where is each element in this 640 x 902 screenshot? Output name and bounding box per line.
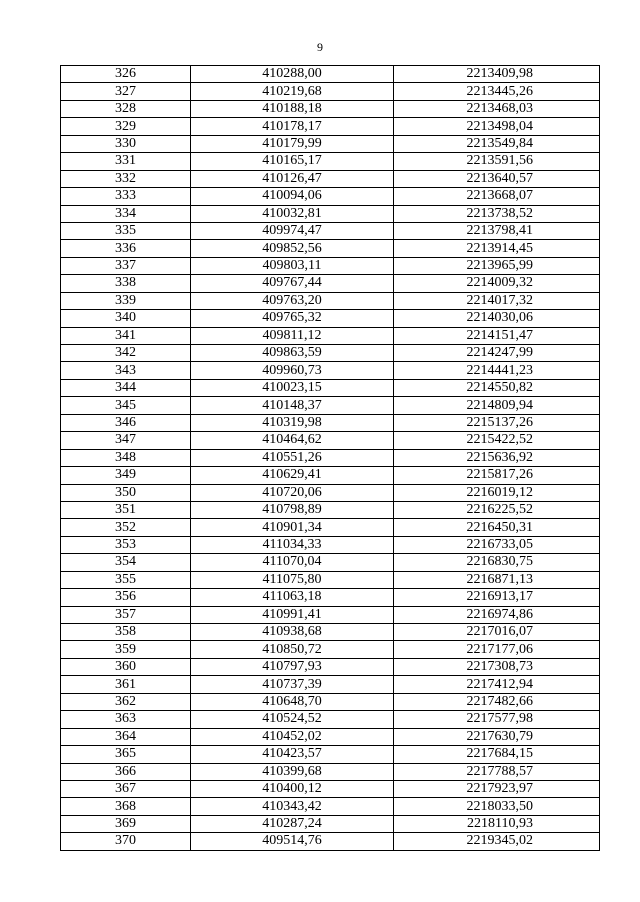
- x-coordinate-cell: 410551,26: [191, 449, 394, 466]
- y-coordinate-cell: 2217016,07: [394, 624, 600, 641]
- table-row: [61, 100, 600, 117]
- table-row: [61, 83, 600, 100]
- table-row: [61, 693, 600, 710]
- y-coordinate-cell: 2217923,97: [394, 780, 600, 797]
- table-row: [61, 379, 600, 396]
- point-number-cell: 358: [61, 624, 191, 641]
- x-coordinate-cell: 410023,15: [191, 379, 394, 396]
- x-coordinate-cell: 410423,57: [191, 746, 394, 763]
- y-coordinate-cell: 2217684,15: [394, 746, 600, 763]
- point-number-cell: 343: [61, 362, 191, 379]
- table-row: [61, 135, 600, 152]
- x-coordinate-cell: 410737,39: [191, 676, 394, 693]
- x-coordinate-cell: 410720,06: [191, 484, 394, 501]
- y-coordinate-cell: 2217177,06: [394, 641, 600, 658]
- table-row: [61, 589, 600, 606]
- x-coordinate-cell: 410343,42: [191, 798, 394, 815]
- x-coordinate-cell: 409863,59: [191, 345, 394, 362]
- table-row: [61, 362, 600, 379]
- x-coordinate-cell: 409852,56: [191, 240, 394, 257]
- y-coordinate-cell: 2213549,84: [394, 135, 600, 152]
- y-coordinate-cell: 2214151,47: [394, 327, 600, 344]
- x-coordinate-cell: 410032,81: [191, 205, 394, 222]
- table-row: [61, 414, 600, 431]
- x-coordinate-cell: 409514,76: [191, 833, 394, 850]
- x-coordinate-cell: 410798,89: [191, 501, 394, 518]
- x-coordinate-cell: 409763,20: [191, 292, 394, 309]
- table-row: [61, 222, 600, 239]
- point-number-cell: 351: [61, 501, 191, 518]
- y-coordinate-cell: 2213591,56: [394, 153, 600, 170]
- point-number-cell: 341: [61, 327, 191, 344]
- y-coordinate-cell: 2215422,52: [394, 432, 600, 449]
- table-row: [61, 780, 600, 797]
- point-number-cell: 357: [61, 606, 191, 623]
- y-coordinate-cell: 2214009,32: [394, 275, 600, 292]
- table-row: [61, 327, 600, 344]
- point-number-cell: 355: [61, 571, 191, 588]
- x-coordinate-cell: 409767,44: [191, 275, 394, 292]
- point-number-cell: 370: [61, 833, 191, 850]
- table-row: [61, 240, 600, 257]
- x-coordinate-cell: 409811,12: [191, 327, 394, 344]
- table-row: [61, 118, 600, 135]
- table-row: [61, 641, 600, 658]
- point-number-cell: 346: [61, 414, 191, 431]
- y-coordinate-cell: 2214441,23: [394, 362, 600, 379]
- point-number-cell: 369: [61, 815, 191, 832]
- table-row: [61, 624, 600, 641]
- y-coordinate-cell: 2215137,26: [394, 414, 600, 431]
- y-coordinate-cell: 2213640,57: [394, 170, 600, 187]
- table-row: [61, 153, 600, 170]
- y-coordinate-cell: 2213965,99: [394, 257, 600, 274]
- point-number-cell: 362: [61, 693, 191, 710]
- point-number-cell: 335: [61, 222, 191, 239]
- y-coordinate-cell: 2217788,57: [394, 763, 600, 780]
- x-coordinate-cell: 410991,41: [191, 606, 394, 623]
- table-row: [61, 205, 600, 222]
- x-coordinate-cell: 410452,02: [191, 728, 394, 745]
- x-coordinate-cell: 410179,99: [191, 135, 394, 152]
- y-coordinate-cell: 2216830,75: [394, 554, 600, 571]
- table-row: [61, 310, 600, 327]
- table-row: [61, 484, 600, 501]
- y-coordinate-cell: 2213468,03: [394, 100, 600, 117]
- x-coordinate-cell: 411034,33: [191, 536, 394, 553]
- table-row: [61, 815, 600, 832]
- x-coordinate-cell: 411075,80: [191, 571, 394, 588]
- point-number-cell: 330: [61, 135, 191, 152]
- x-coordinate-cell: 409960,73: [191, 362, 394, 379]
- y-coordinate-cell: 2217577,98: [394, 711, 600, 728]
- x-coordinate-cell: 410287,24: [191, 815, 394, 832]
- y-coordinate-cell: 2214247,99: [394, 345, 600, 362]
- x-coordinate-cell: 410629,41: [191, 467, 394, 484]
- point-number-cell: 328: [61, 100, 191, 117]
- point-number-cell: 354: [61, 554, 191, 571]
- table-row: [61, 676, 600, 693]
- table-row: [61, 606, 600, 623]
- table-row: [61, 728, 600, 745]
- point-number-cell: 366: [61, 763, 191, 780]
- point-number-cell: 360: [61, 658, 191, 675]
- y-coordinate-cell: 2216871,13: [394, 571, 600, 588]
- x-coordinate-cell: 410901,34: [191, 519, 394, 536]
- x-coordinate-cell: 410797,93: [191, 658, 394, 675]
- table-row: [61, 501, 600, 518]
- y-coordinate-cell: 2214550,82: [394, 379, 600, 396]
- y-coordinate-cell: 2216974,86: [394, 606, 600, 623]
- table-row: [61, 170, 600, 187]
- y-coordinate-cell: 2216225,52: [394, 501, 600, 518]
- x-coordinate-cell: 410126,47: [191, 170, 394, 187]
- y-coordinate-cell: 2213668,07: [394, 188, 600, 205]
- table-row: [61, 397, 600, 414]
- point-number-cell: 348: [61, 449, 191, 466]
- y-coordinate-cell: 2214017,32: [394, 292, 600, 309]
- table-row: [61, 449, 600, 466]
- point-number-cell: 331: [61, 153, 191, 170]
- y-coordinate-cell: 2217412,94: [394, 676, 600, 693]
- table-row: [61, 536, 600, 553]
- table-row: [61, 746, 600, 763]
- point-number-cell: 349: [61, 467, 191, 484]
- x-coordinate-cell: 410178,17: [191, 118, 394, 135]
- table-row: [61, 658, 600, 675]
- x-coordinate-cell: 410400,12: [191, 780, 394, 797]
- table-row: [61, 554, 600, 571]
- point-number-cell: 356: [61, 589, 191, 606]
- x-coordinate-cell: 411070,04: [191, 554, 394, 571]
- x-coordinate-cell: 410399,68: [191, 763, 394, 780]
- table-row: [61, 292, 600, 309]
- point-number-cell: 337: [61, 257, 191, 274]
- point-number-cell: 332: [61, 170, 191, 187]
- x-coordinate-cell: 410165,17: [191, 153, 394, 170]
- table-row: [61, 275, 600, 292]
- point-number-cell: 364: [61, 728, 191, 745]
- point-number-cell: 368: [61, 798, 191, 815]
- point-number-cell: 326: [61, 66, 191, 83]
- y-coordinate-cell: 2213798,41: [394, 222, 600, 239]
- point-number-cell: 352: [61, 519, 191, 536]
- table-row: [61, 571, 600, 588]
- point-number-cell: 333: [61, 188, 191, 205]
- x-coordinate-cell: 410648,70: [191, 693, 394, 710]
- x-coordinate-cell: 410850,72: [191, 641, 394, 658]
- x-coordinate-cell: 410288,00: [191, 66, 394, 83]
- y-coordinate-cell: 2216450,31: [394, 519, 600, 536]
- y-coordinate-cell: 2218110,93: [394, 815, 600, 832]
- x-coordinate-cell: 410319,98: [191, 414, 394, 431]
- point-number-cell: 350: [61, 484, 191, 501]
- point-number-cell: 340: [61, 310, 191, 327]
- y-coordinate-cell: 2213914,45: [394, 240, 600, 257]
- point-number-cell: 359: [61, 641, 191, 658]
- x-coordinate-cell: 411063,18: [191, 589, 394, 606]
- y-coordinate-cell: 2213445,26: [394, 83, 600, 100]
- x-coordinate-cell: 410524,52: [191, 711, 394, 728]
- point-number-cell: 339: [61, 292, 191, 309]
- table-row: [61, 711, 600, 728]
- y-coordinate-cell: 2216733,05: [394, 536, 600, 553]
- table-row: [61, 188, 600, 205]
- point-number-cell: 363: [61, 711, 191, 728]
- y-coordinate-cell: 2218033,50: [394, 798, 600, 815]
- point-number-cell: 361: [61, 676, 191, 693]
- y-coordinate-cell: 2213409,98: [394, 66, 600, 83]
- table-row: [61, 345, 600, 362]
- table-row: [61, 798, 600, 815]
- x-coordinate-cell: 409803,11: [191, 257, 394, 274]
- point-number-cell: 345: [61, 397, 191, 414]
- y-coordinate-cell: 2217482,66: [394, 693, 600, 710]
- point-number-cell: 334: [61, 205, 191, 222]
- y-coordinate-cell: 2216913,17: [394, 589, 600, 606]
- table-row: [61, 763, 600, 780]
- point-number-cell: 336: [61, 240, 191, 257]
- x-coordinate-cell: 410464,62: [191, 432, 394, 449]
- x-coordinate-cell: 410219,68: [191, 83, 394, 100]
- table-row: [61, 467, 600, 484]
- y-coordinate-cell: 2213498,04: [394, 118, 600, 135]
- point-number-cell: 347: [61, 432, 191, 449]
- y-coordinate-cell: 2215817,26: [394, 467, 600, 484]
- point-number-cell: 342: [61, 345, 191, 362]
- point-number-cell: 329: [61, 118, 191, 135]
- table-row: [61, 833, 600, 850]
- x-coordinate-cell: 410188,18: [191, 100, 394, 117]
- x-coordinate-cell: 409765,32: [191, 310, 394, 327]
- page-number: 9: [317, 40, 323, 54]
- x-coordinate-cell: 410094,06: [191, 188, 394, 205]
- point-number-cell: 344: [61, 379, 191, 396]
- y-coordinate-cell: 2216019,12: [394, 484, 600, 501]
- point-number-cell: 365: [61, 746, 191, 763]
- x-coordinate-cell: 410148,37: [191, 397, 394, 414]
- y-coordinate-cell: 2214809,94: [394, 397, 600, 414]
- point-number-cell: 353: [61, 536, 191, 553]
- point-number-cell: 338: [61, 275, 191, 292]
- table-row: [61, 432, 600, 449]
- coordinates-table: [60, 65, 600, 851]
- y-coordinate-cell: 2219345,02: [394, 833, 600, 850]
- point-number-cell: 367: [61, 780, 191, 797]
- point-number-cell: 327: [61, 83, 191, 100]
- y-coordinate-cell: 2215636,92: [394, 449, 600, 466]
- y-coordinate-cell: 2217630,79: [394, 728, 600, 745]
- y-coordinate-cell: 2217308,73: [394, 658, 600, 675]
- y-coordinate-cell: 2214030,06: [394, 310, 600, 327]
- y-coordinate-cell: 2213738,52: [394, 205, 600, 222]
- x-coordinate-cell: 409974,47: [191, 222, 394, 239]
- table-row: [61, 257, 600, 274]
- table-row: [61, 519, 600, 536]
- coordinates-table-body: [61, 66, 600, 851]
- x-coordinate-cell: 410938,68: [191, 624, 394, 641]
- table-row: [61, 66, 600, 83]
